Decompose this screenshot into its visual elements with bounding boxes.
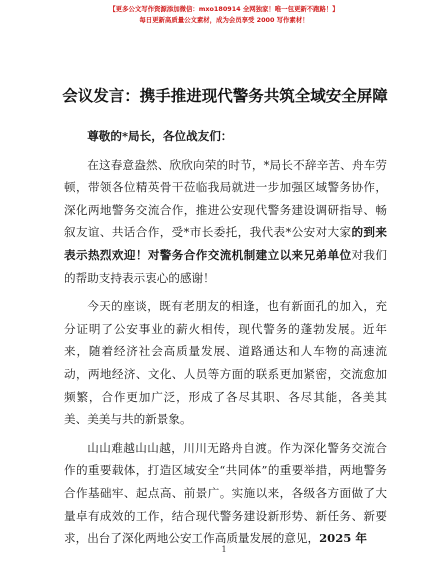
page-number: 1 [221, 545, 227, 554]
document-body [64, 125, 387, 556]
paragraph-3-text: 山山难越山山越，川川无路舟自渡。作为深化警务交流合作的重要载体，打造区域安全“共同体”的重要举措，两地警务合作基础牢、起点高、前景广。实施以来，各级各方面做了大量卓有成效的工作，结合现代警务建设新形势、新任务、新要求，出台了深化两地公安工作高质量发展的意见， [64, 440, 387, 546]
paragraph-1-tail: 对我们的帮助支持表示衷心的感谢！ [64, 247, 387, 285]
paragraph-2 [64, 295, 387, 431]
promo-banner [0, 4, 448, 26]
paragraph-2-text: 今天的座谈，既有老朋友的相逢，也有新面孔的加入，充分证明了公安事业的薪火相传，现代警务的蓬勃发展。近年来，随着经济社会高质量发展、道路通达和人车物的高速流动，两地经济、文化、人员等方面的联系更加紧密，交流愈加频繁，合作更加广泛，形成了各尽其职、各尽其能，各美其美、美美与共的新景象。 [64, 299, 387, 427]
document-title: 会议发言：携手推进现代警务共筑全域安全屏障 [62, 87, 388, 105]
paragraph-1-text: 在这春意盎然、欣欣向荣的时节，*局长不辞辛苦、舟车劳顿，带领各位精英骨干莅临我局就进一步加强区域警务协作，深化两地警务交流合作，推进公安现代警务建设调研指导、畅叙友谊、共话合作，受*市长委托，我代表*公安对大家 [64, 157, 387, 240]
paragraph-1 [64, 154, 387, 290]
paragraph-3-bold: 2025 年 [319, 531, 367, 546]
greeting: 尊敬的*局长，各位战友们： [87, 129, 233, 143]
paragraph-1-bold: 的到来表示热烈欢迎！对警务合作交流机制建立以来兄弟单位 [64, 225, 387, 262]
promo-banner-line-1: 【更多公文写作资源添加微信：mxo180914 全网独家！唯一包更新不跑路！】 [109, 5, 339, 13]
promo-banner-line-2: 每日更新高质量公文素材，成为会员享受 2000 写作素材！ [139, 16, 309, 24]
paragraph-3 [64, 437, 387, 550]
